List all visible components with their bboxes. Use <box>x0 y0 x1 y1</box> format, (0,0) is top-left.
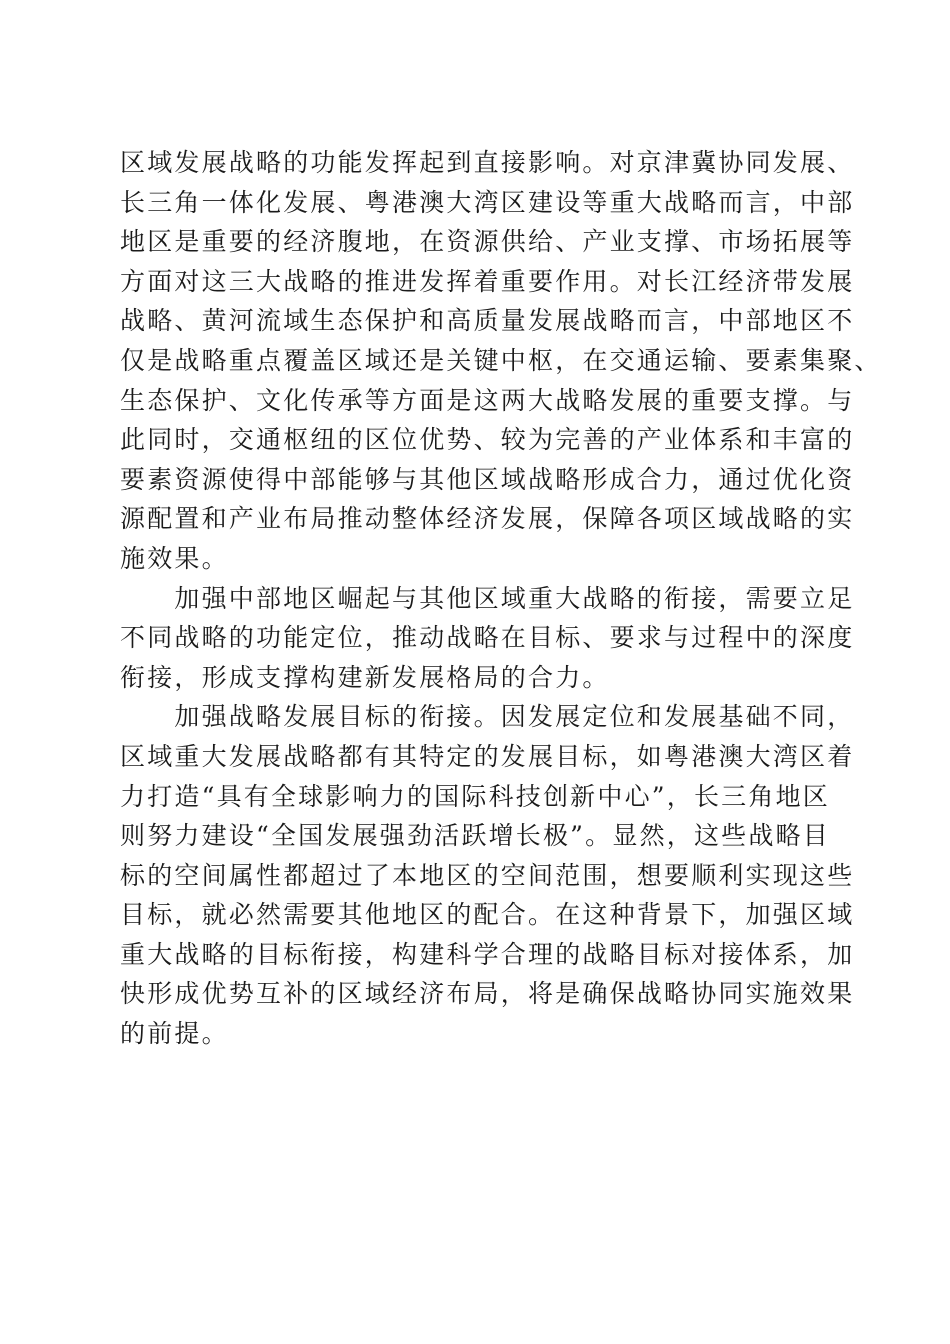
text-line: 目标，就必然需要其他地区的配合。在这种背景下，加强区域 <box>120 900 855 930</box>
text-line: 长三角一体化发展、粤港澳大湾区建设等重大战略而言，中部 <box>120 187 855 217</box>
text-line: 区域重大发展战略都有其特定的发展目标，如粤港澳大湾区着 <box>120 741 855 771</box>
text-line: 快形成优势互补的区域经济布局，将是确保战略协同实施效果 <box>120 979 855 1009</box>
text-line: 力打造“具有全球影响力的国际科技创新中心”，长三角地区 <box>120 781 830 811</box>
text-line: 生态保护、文化传承等方面是这两大战略发展的重要支撑。与 <box>120 385 855 415</box>
text-line: 方面对这三大战略的推进发挥着重要作用。对长江经济带发展 <box>120 266 855 296</box>
document-body <box>120 143 882 1054</box>
text-line: 战略、黄河流域生态保护和高质量发展战略而言，中部地区不 <box>120 306 855 336</box>
text-line: 不同战略的功能定位，推动战略在目标、要求与过程中的深度 <box>120 623 855 653</box>
text-line: 标的空间属性都超过了本地区的空间范围，想要顺利实现这些 <box>120 860 855 890</box>
text-line: 加强中部地区崛起与其他区域重大战略的衔接，需要立足 <box>120 583 855 613</box>
text-line: 施效果。 <box>120 543 229 573</box>
text-line: 源配置和产业布局推动整体经济发展，保障各项区域战略的实 <box>120 504 855 534</box>
text-line: 重大战略的目标衔接，构建科学合理的战略目标对接体系，加 <box>120 939 855 969</box>
paragraph-1 <box>120 143 882 579</box>
text-line: 地区是重要的经济腹地，在资源供给、产业支撑、市场拓展等 <box>120 227 855 257</box>
text-line: 衔接，形成支撑构建新发展格局的合力。 <box>120 662 610 692</box>
text-line: 仅是战略重点覆盖区域还是关键中枢，在交通运输、要素集聚、 <box>120 345 882 375</box>
paragraph-3 <box>120 697 855 1053</box>
text-line: 要素资源使得中部能够与其他区域战略形成合力，通过优化资 <box>120 464 855 494</box>
text-line: 此同时，交通枢纽的区位优势、较为完善的产业体系和丰富的 <box>120 425 855 455</box>
text-line: 的前提。 <box>120 1019 229 1049</box>
paragraph-2 <box>120 579 855 698</box>
text-line: 加强战略发展目标的衔接。因发展定位和发展基础不同， <box>120 702 855 732</box>
text-line: 则努力建设“全国发展强劲活跃增长极”。显然，这些战略目 <box>120 821 830 851</box>
text-line: 区域发展战略的功能发挥起到直接影响。对京津冀协同发展、 <box>120 148 855 177</box>
